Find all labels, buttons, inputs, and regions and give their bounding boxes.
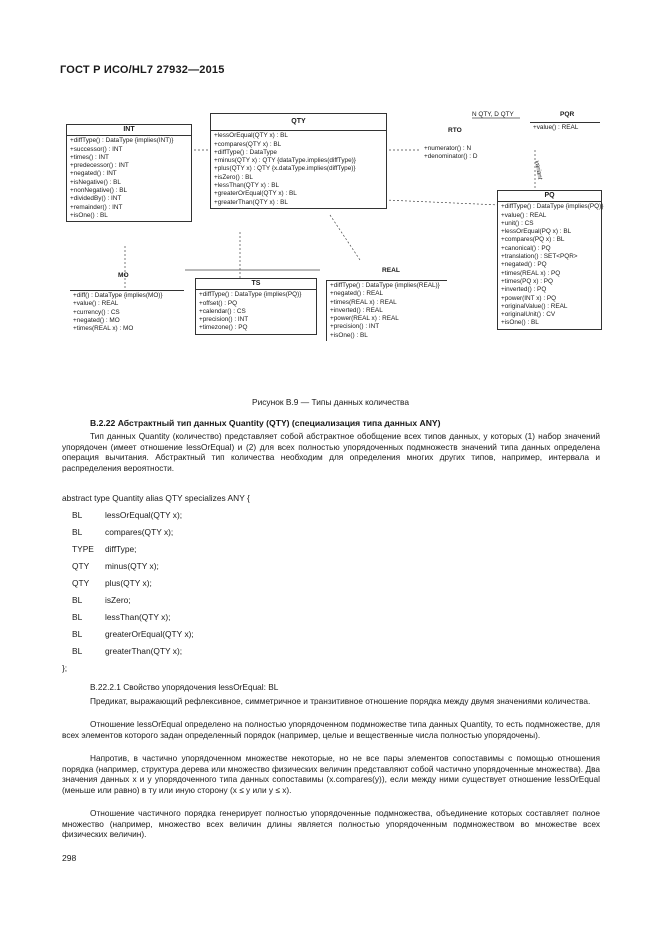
code-type: QTY: [72, 578, 90, 588]
operation: +lessOrEqual(QTY x) : BL: [214, 132, 288, 140]
operation: +calendar() : CS: [199, 307, 246, 315]
class-operations: [196, 290, 316, 333]
operation: +lessOrEqual(PQ x) : BL: [501, 228, 572, 236]
class-title: TS: [196, 279, 316, 290]
operation: +isOne() : BL: [501, 319, 539, 327]
operation: +times(REAL x) : MO: [73, 325, 134, 333]
operation: +times(REAL x) : REAL: [330, 298, 397, 306]
paragraph: Отношение частичного порядка генерирует полностью упорядоченные подмножества, объединение которых составляет полное множество (например, множество всех величин длины является полностью упорядоченным подмножеством во множестве всех физических величин).: [62, 808, 600, 840]
operation: +inverted() : PQ: [501, 286, 547, 294]
operation: +isZero() : BL: [214, 173, 253, 181]
operation: +timezone() : PQ: [199, 324, 248, 332]
section-title: В.2.22 Абстрактный тип данных Quantity (QTY) (специализация типа данных ANY): [90, 418, 441, 428]
operation: +greaterOrEqual(QTY x) : BL: [214, 190, 297, 198]
operation: +power(REAL x) : REAL: [330, 315, 399, 323]
operation: +successor() : INT: [70, 145, 123, 153]
operation: +negated() : INT: [70, 170, 117, 178]
operation: +times() : INT: [70, 153, 109, 161]
code-member: compares(QTY x);: [105, 527, 174, 537]
operation: +times(REAL x) : PQ: [501, 269, 561, 277]
intro-paragraph: Тип данных Quantity (количество) представляет собой абстрактное обобщение всех типов данных, у которых (1) набор значений упорядочен (имеет отношение lessOrEqual) и (2) для всех полностью упорядоченных подмножеств значений типа данных определена операция вычитания. Абстрактный тип количества необходим для определения многих других типов, например, интервала и распределения вероятности.: [62, 431, 600, 473]
operation: +remainder() : INT: [70, 203, 123, 211]
operation: +diff() : DataType {implies(MO)}: [73, 292, 163, 299]
operation: +isOne() : BL: [70, 211, 108, 219]
code-tail: };: [62, 663, 68, 673]
code-type: BL: [72, 510, 83, 520]
mo-title: MO: [118, 272, 129, 279]
operation: +negated() : PQ: [501, 261, 547, 269]
class-title: QTY: [211, 114, 386, 131]
operation: +denominator() : D: [424, 153, 478, 161]
operation: +offset() : PQ: [199, 299, 238, 307]
class-operations: [211, 131, 386, 208]
code-type: TYPE: [72, 544, 94, 554]
operation: +greaterThan(QTY x) : BL: [214, 198, 288, 206]
class-operations: [70, 291, 184, 334]
uml-class-pqr: [530, 122, 600, 133]
code-member: lessOrEqual(QTY x);: [105, 510, 183, 520]
operation: +value() : REAL: [533, 124, 579, 131]
operation: +value() : REAL: [501, 211, 547, 219]
page-number: 298: [62, 853, 77, 863]
operation: +isNegative() : BL: [70, 178, 121, 186]
operation: +diffType() : DataType: [214, 148, 277, 156]
operation: +compares(PQ x) : BL: [501, 236, 565, 244]
rto-title: RTO: [448, 127, 462, 134]
operation: +inverted() : REAL: [330, 306, 383, 314]
code-member: plus(QTY x);: [105, 578, 152, 588]
operation: +originalValue() : REAL: [501, 302, 568, 310]
figure-caption: Рисунок В.9 — Типы данных количества: [251, 397, 409, 407]
uml-class-int: [66, 124, 192, 222]
subsection-title: В.22.2.1 Свойство упорядочения lessOrEqual: BL: [90, 682, 279, 692]
paragraph: Предикат, выражающий рефлексивное, симметричное и транзитивное отношение порядка между двумя значениями количества.: [90, 696, 591, 706]
rto-parameters: N QTY, D QTY: [472, 111, 514, 118]
code-member: greaterOrEqual(QTY x);: [105, 629, 194, 639]
operation: +value() : REAL: [73, 300, 119, 308]
uml-class-pq: [497, 190, 602, 330]
operation: +predecessor() : INT: [70, 162, 129, 170]
operation: +dividedBy() : INT: [70, 195, 122, 203]
operation: +negated() : MO: [73, 316, 120, 324]
operation: +nonNegative() : BL: [70, 187, 128, 195]
code-type: BL: [72, 527, 83, 537]
document-header: ГОСТ Р ИСО/HL7 27932—2015: [60, 64, 225, 76]
uml-class-mo: [70, 290, 184, 334]
operation: +canonical() : PQ: [501, 244, 551, 252]
operation: +times(PQ x) : PQ: [501, 277, 554, 285]
operation: +isOne() : BL: [330, 331, 368, 339]
operation: +compares(QTY x) : BL: [214, 140, 282, 148]
operation: +diffType() : DataType {implies(INT)}: [70, 137, 174, 145]
operation: +currency() : CS: [73, 308, 120, 316]
uml-class-ts: [195, 278, 317, 335]
class-operations: [67, 136, 191, 221]
operation: +minus(QTY x) : QTY {dataType.implies(diffType)}: [214, 157, 356, 165]
operation: +diffType() : DataType {implies(REAL)}: [330, 282, 440, 289]
code-member: lessThan(QTY x);: [105, 612, 171, 622]
code-type: BL: [72, 612, 83, 622]
class-title: PQ: [498, 191, 601, 202]
pqr-note: variant: [533, 160, 544, 181]
uml-class-real: [326, 280, 447, 341]
code-head: abstract type Quantity alias QTY specializes ANY {: [62, 493, 250, 503]
class-title: INT: [67, 125, 191, 136]
operation: +precision() : INT: [330, 323, 380, 331]
operation: +plus(QTY x) : QTY {x.dataType.implies(diffType)}: [214, 165, 356, 173]
rto-operations: [424, 145, 477, 162]
code-member: isZero;: [105, 595, 131, 605]
operation: +numerator() : N: [424, 145, 472, 152]
operation: +translation() : SET<PQR>: [501, 253, 578, 261]
operation: +diffType() : DataType {implies(PQ)}: [199, 291, 302, 299]
operation: +unit() : CS: [501, 219, 534, 227]
class-operations: [327, 281, 447, 341]
operation: +precision() : INT: [199, 316, 249, 324]
operation: +negated() : REAL: [330, 290, 384, 298]
real-title: REAL: [382, 267, 400, 274]
code-member: greaterThan(QTY x);: [105, 646, 183, 656]
code-member: diffType;: [105, 544, 137, 554]
code-member: minus(QTY x);: [105, 561, 159, 571]
operation: +originalUnit() : CV: [501, 311, 556, 319]
operation: +diffType() : DataType {implies(PQ)}: [501, 203, 604, 211]
uml-class-qty: [210, 113, 387, 209]
code-type: BL: [72, 646, 83, 656]
operation: +lessThan(QTY x) : BL: [214, 182, 280, 190]
code-type: BL: [72, 629, 83, 639]
pqr-title: PQR: [560, 111, 575, 118]
paragraph: Отношение lessOrEqual определено на полностью упорядоченном подмножестве типа данных Quantity, то есть подмножестве, для всех элементов которого задан определенный порядок (например, целые и вещественные числа полностью упорядочены).: [62, 719, 600, 740]
code-type: BL: [72, 595, 83, 605]
operation: +power(INT x) : PQ: [501, 294, 557, 302]
paragraph: Напротив, в частично упорядоченном множестве некоторые, но не все пары элементов сопоставимы с помощью отношения порядка (например, структура дерева или множество физических величин представляют собой частично упорядоченные множества). Два значения данных x и y упорядоченного типа данных сопоставимы (x.compares(y)), если между ними существует отношение lessOrEqual (меньше или равно) в ту или иную сторону (x ≤ y или y ≤ x).: [62, 753, 600, 795]
class-operations: [498, 202, 604, 328]
code-type: QTY: [72, 561, 90, 571]
